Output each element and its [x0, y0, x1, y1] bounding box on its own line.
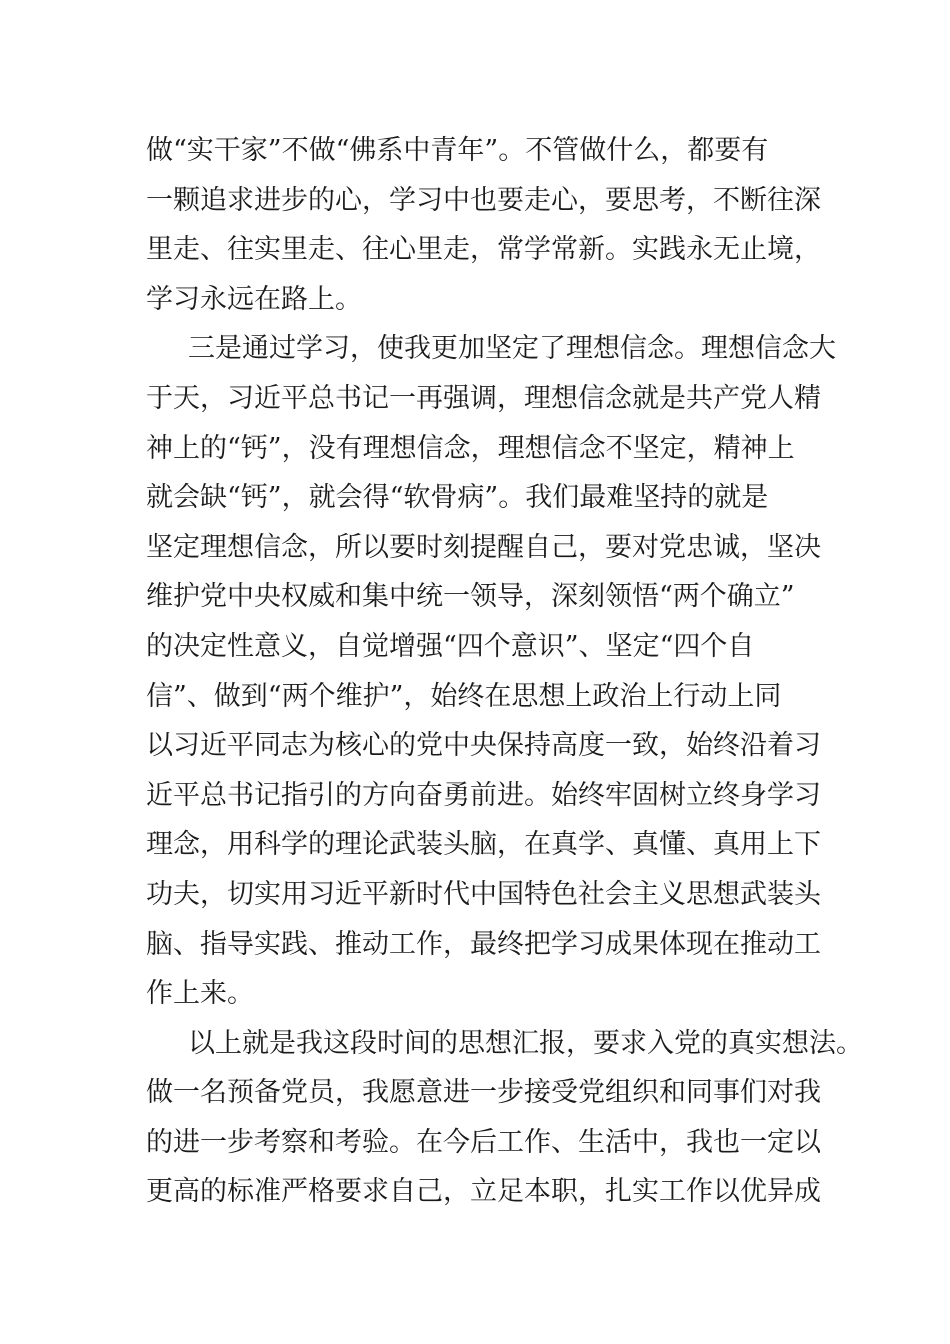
text-line: 更高的标准严格要求自己，立足本职，扎实工作以优异成 [146, 1176, 821, 1208]
text-line: 做“实干家”不做“佛系中青年”。不管做什么，都要有 [146, 135, 769, 166]
text-line: 学习永远在路上。 [146, 283, 362, 315]
text-line: 神上的“钙”，没有理想信念，理想信念不坚定，精神上 [146, 432, 795, 464]
text-line: 近平总书记指引的方向奋勇前进。始终牢固树立终身学习 [146, 779, 821, 811]
text-line: 功夫，切实用习近平新时代中国特色社会主义思想武装头 [146, 878, 821, 910]
body-text [146, 126, 863, 1217]
text-line: 作上来。 [146, 978, 254, 1010]
text-line: 于天，习近平总书记一再强调，理想信念就是共产党人精 [146, 382, 821, 414]
text-line: 里走、往实里走、往心里走，常学常新。实践永无止境， [146, 234, 821, 266]
text-line: 的进一步考察和考验。在今后工作、生活中，我也一定以 [146, 1126, 821, 1158]
text-line: 以习近平同志为核心的党中央保持高度一致，始终沿着习 [146, 730, 821, 762]
text-line: 维护党中央权威和集中统一领导，深刻领悟“两个确立” [146, 581, 795, 613]
text-line: 就会缺“钙”，就会得“软骨病”。我们最难坚持的就是 [146, 482, 769, 514]
text-line: 理念，用科学的理论武装头脑，在真学、真懂、真用上下 [146, 829, 821, 861]
text-line: 做一名预备党员，我愿意进一步接受党组织和同事们对我 [146, 1077, 821, 1109]
text-line: 信”、做到“两个维护”，始终在思想上政治上行动上同 [146, 680, 782, 712]
text-line: 坚定理想信念，所以要时刻提醒自己，要对党忠诚，坚决 [146, 531, 821, 563]
paragraph-start-line: 三是通过学习，使我更加坚定了理想信念。理想信念大 [188, 333, 836, 365]
text-line: 脑、指导实践、推动工作，最终把学习成果体现在推动工 [146, 928, 821, 960]
text-line: 一颗追求进步的心，学习中也要走心，要思考，不断往深 [146, 184, 821, 216]
text-line: 的决定性意义，自觉增强“四个意识”、坚定“四个自 [146, 630, 755, 662]
paragraph-start-line: 以上就是我这段时间的思想汇报，要求入党的真实想法。 [188, 1027, 863, 1059]
